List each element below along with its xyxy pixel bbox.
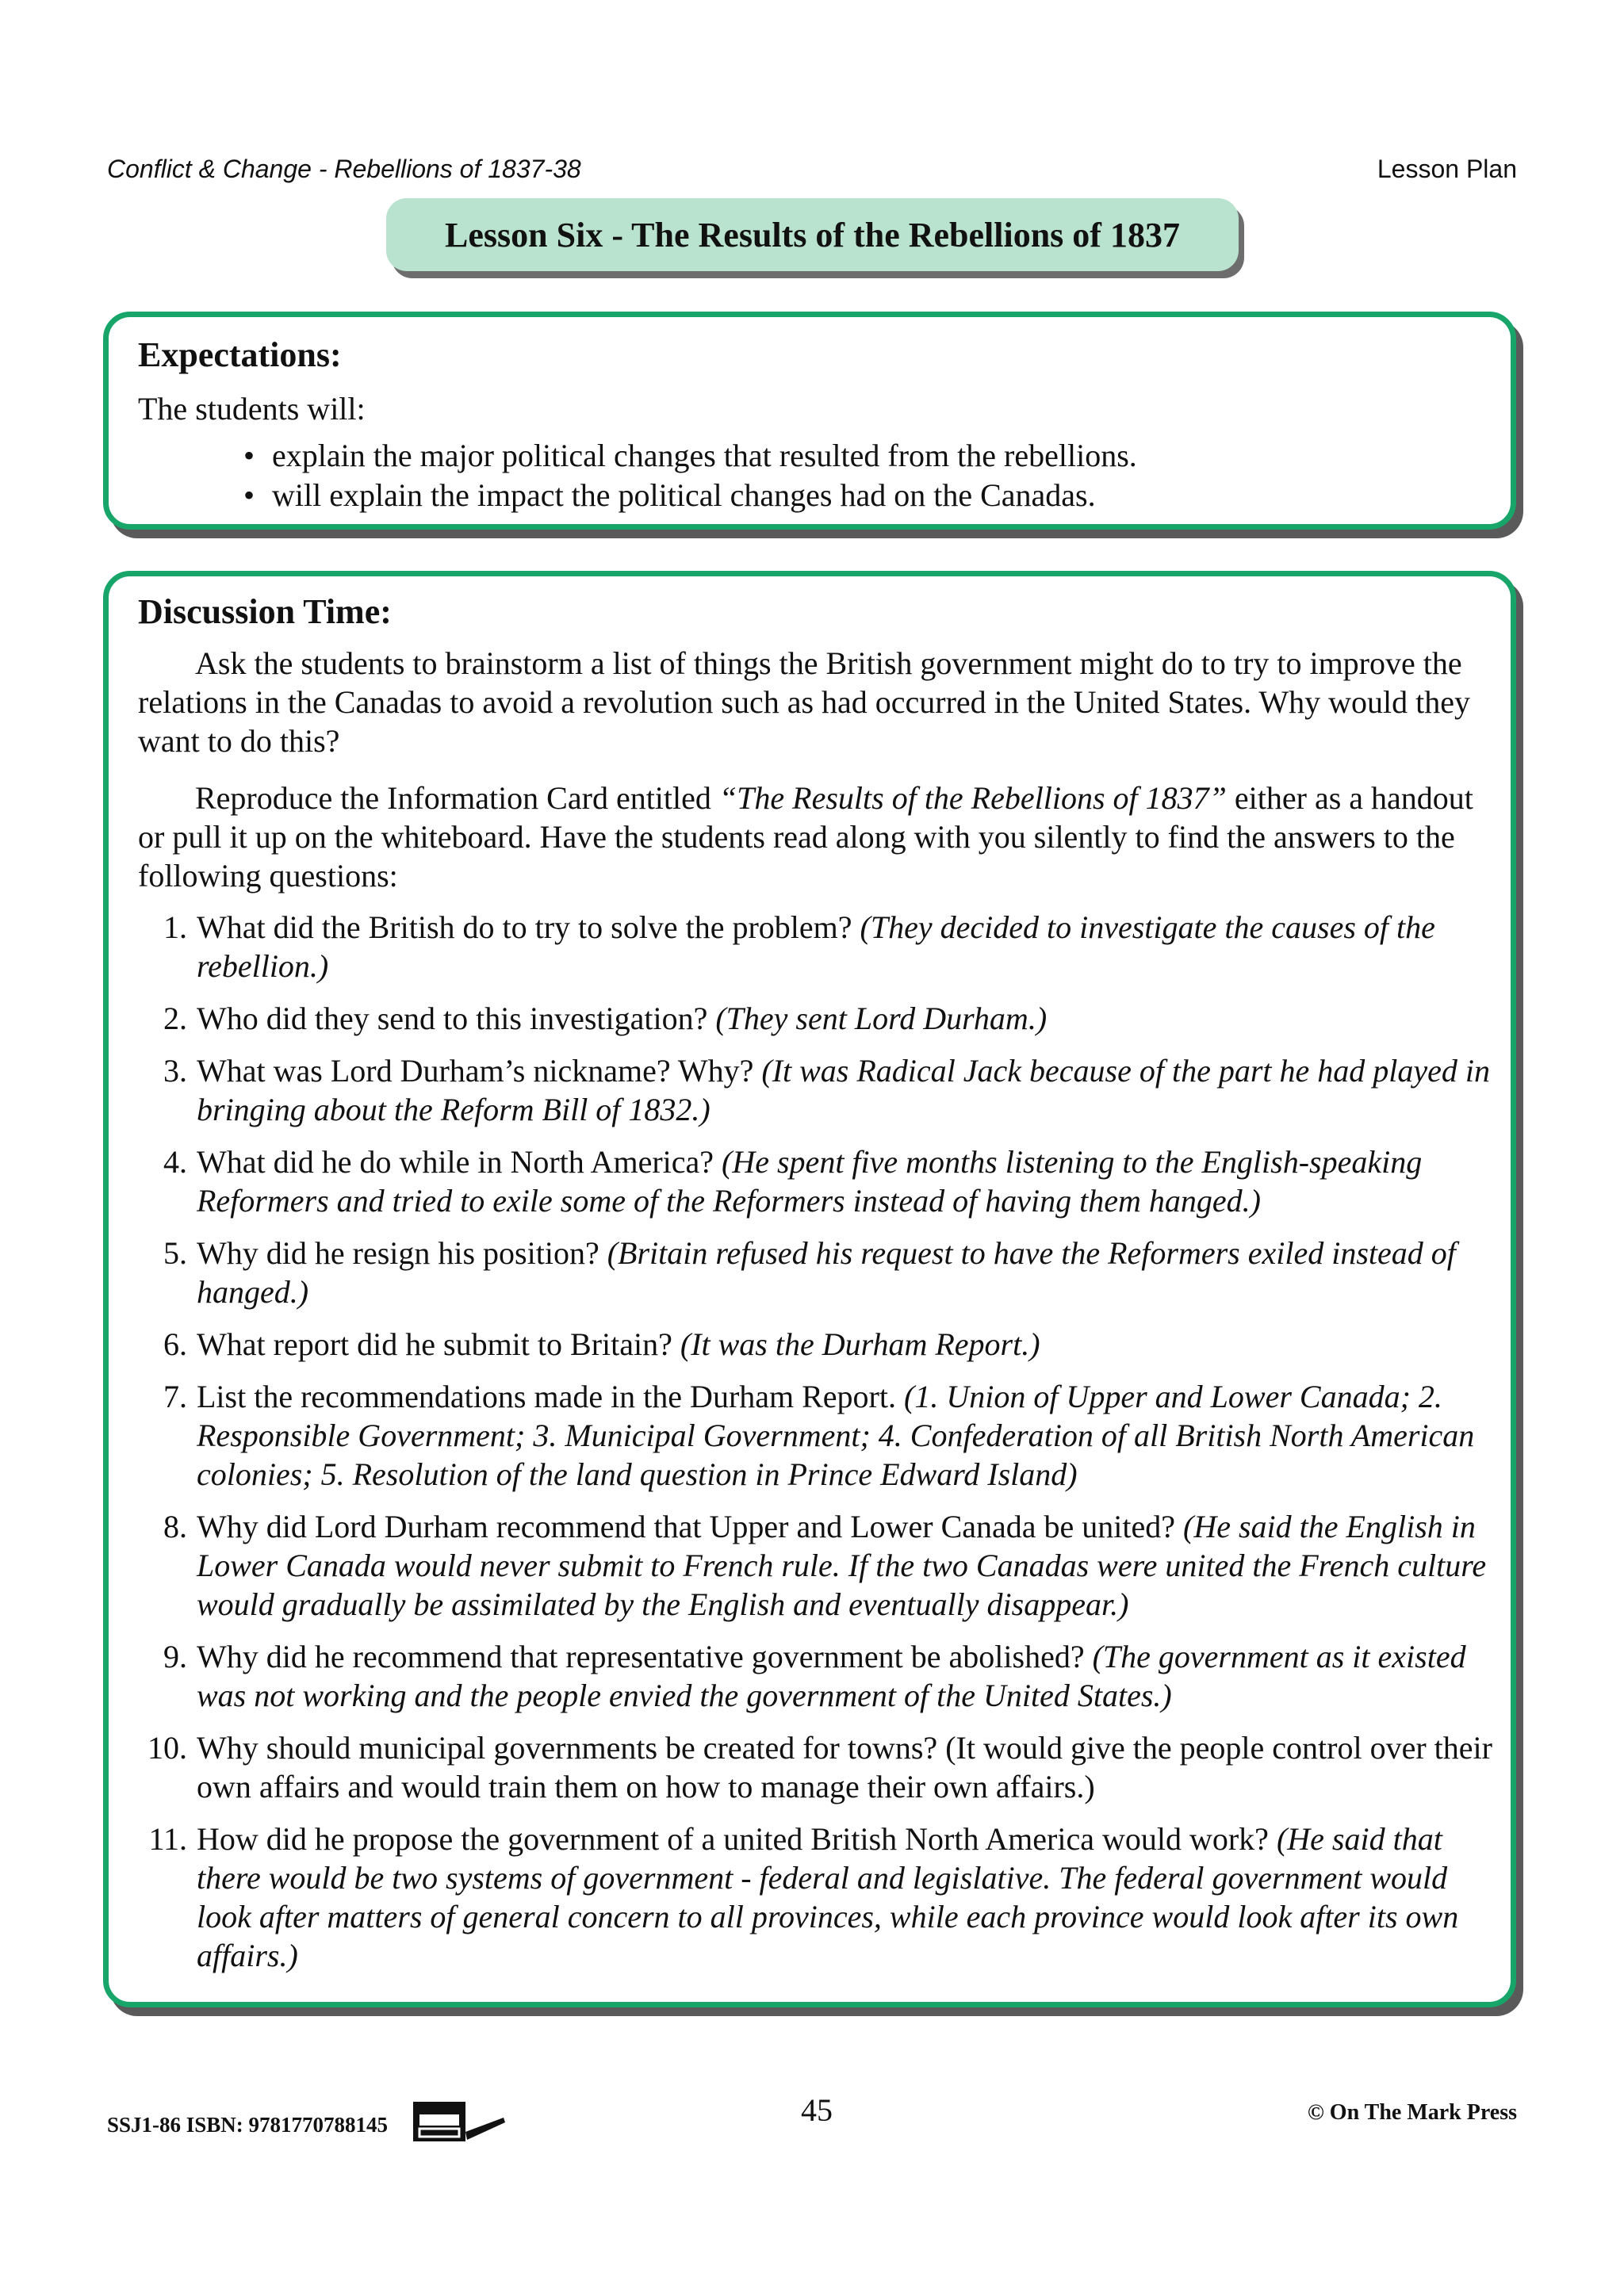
answer-text: (He spent five months listening to the English-speaking Reformers and tried to exile some of the Reformers instead of having them hanged.) <box>197 1144 1423 1219</box>
list-item <box>138 1820 1502 1975</box>
info-card-title: “The Results of the Rebellions of 1837” <box>718 780 1227 816</box>
question-text: List the recommendations made in the Durham Report. <box>197 1379 896 1414</box>
question-text: Who did they send to this investigation? <box>197 1001 708 1036</box>
discussion-heading: Discussion Time: <box>138 592 392 631</box>
answer-text: (It would give the people control over their own affairs and would train them on how to manage their own affairs.) <box>197 1730 1492 1804</box>
list-item <box>138 908 1502 985</box>
question-list <box>138 908 1502 1988</box>
question-text: What report did he submit to Britain? <box>197 1326 672 1362</box>
expectations-list <box>243 436 1137 515</box>
question-number: 4. <box>163 1144 187 1180</box>
photocopier-icon <box>412 2100 507 2150</box>
question-text: Why did he recommend that representative government be abolished? <box>197 1639 1085 1674</box>
list-item <box>138 1507 1502 1624</box>
answer-text: (They sent Lord Durham.) <box>715 1001 1048 1036</box>
question-number: 1. <box>163 909 187 945</box>
discussion-box <box>103 571 1516 2007</box>
answer-text: (It was the Durham Report.) <box>680 1326 1040 1362</box>
footer-isbn-text: SSJ1-86 ISBN: 9781770788145 <box>107 2113 389 2137</box>
list-item <box>138 1234 1502 1311</box>
list-item <box>138 1142 1502 1220</box>
discussion-paragraph-2 <box>138 779 1498 895</box>
list-item: • explain the major political changes that resulted from the rebellions. <box>243 436 1137 476</box>
discussion-paragraph-1: Ask the students to brainstorm a list of things the British government might do to try to improve the relations in the Canadas to avoid a revolution such as had occurred in the United States. Why would they want to do this? <box>138 645 1470 759</box>
list-item <box>138 1325 1502 1364</box>
answer-text: (He said the English in Lower Canada would never submit to French rule. If the two Canadas were united the French culture would gradually be assimilated by the English and eventually disappear.) <box>197 1509 1487 1622</box>
question-number: 2. <box>163 1001 187 1036</box>
question-text: Why did he resign his position? <box>197 1235 599 1271</box>
footer-isbn <box>107 2100 507 2150</box>
expectations-intro: The students will: <box>138 391 366 427</box>
lesson-title-text: Lesson Six - The Results of the Rebellions of 1837 <box>445 215 1180 254</box>
answer-text: (They decided to investigate the causes of the rebellion.) <box>197 909 1435 984</box>
lesson-title <box>386 198 1239 271</box>
para-text: either as a handout or pull it up on the whiteboard. Have the students read along with you silently to find the answers to the following questions: <box>138 780 1473 894</box>
question-text: What was Lord Durham’s nickname? Why? <box>197 1053 754 1089</box>
header-lesson-plan: Lesson Plan <box>1377 155 1517 183</box>
answer-text: (Britain refused his request to have the Reformers exiled instead of hanged.) <box>197 1235 1456 1310</box>
footer-copyright: © On The Mark Press <box>1307 2100 1517 2125</box>
question-number: 11. <box>148 1821 187 1857</box>
list-item <box>138 1637 1502 1715</box>
header-series-title: Conflict & Change - Rebellions of 1837-38 <box>107 155 581 183</box>
question-number: 7. <box>163 1379 187 1414</box>
list-item <box>138 1377 1502 1494</box>
list-item: • will explain the impact the political changes had on the Canadas. <box>243 476 1137 515</box>
answer-text: (It was Radical Jack because of the part he had played in bringing about the Reform Bill of 1832.) <box>197 1053 1491 1127</box>
question-text: What did the British do to try to solve the problem? <box>197 909 852 945</box>
list-item <box>138 1728 1502 1806</box>
question-text: How did he propose the government of a united British North America would work? <box>197 1821 1269 1857</box>
answer-text: (1. Union of Upper and Lower Canada; 2. Responsible Government; 3. Municipal Government; 4. Confederation of all British North American colonies; 5. Resolution of the land question in Prince Edward Island) <box>197 1379 1475 1492</box>
question-text: Why did Lord Durham recommend that Upper and Lower Canada be united? <box>197 1509 1176 1544</box>
question-text: What did he do while in North America? <box>197 1144 714 1180</box>
question-number: 8. <box>163 1509 187 1544</box>
list-item <box>138 1051 1502 1129</box>
question-number: 9. <box>163 1639 187 1674</box>
question-number: 5. <box>163 1235 187 1271</box>
expectations-box <box>103 312 1516 530</box>
expectations-heading: Expectations: <box>138 335 342 374</box>
answer-text: (The government as it existed was not working and the people envied the government of the United States.) <box>197 1639 1466 1713</box>
question-number: 10. <box>147 1730 187 1766</box>
question-number: 3. <box>163 1053 187 1089</box>
question-number: 6. <box>163 1326 187 1362</box>
question-text: Why should municipal governments be created for towns? <box>197 1730 938 1766</box>
list-item <box>138 999 1502 1038</box>
page-number: 45 <box>801 2092 833 2128</box>
answer-text: (He said that there would be two systems of government - federal and legislative. The federal government would look after matters of general concern to all provinces, while each province would look after its own affairs.) <box>197 1821 1459 1973</box>
para-text: Reproduce the Information Card entitled <box>195 780 719 816</box>
